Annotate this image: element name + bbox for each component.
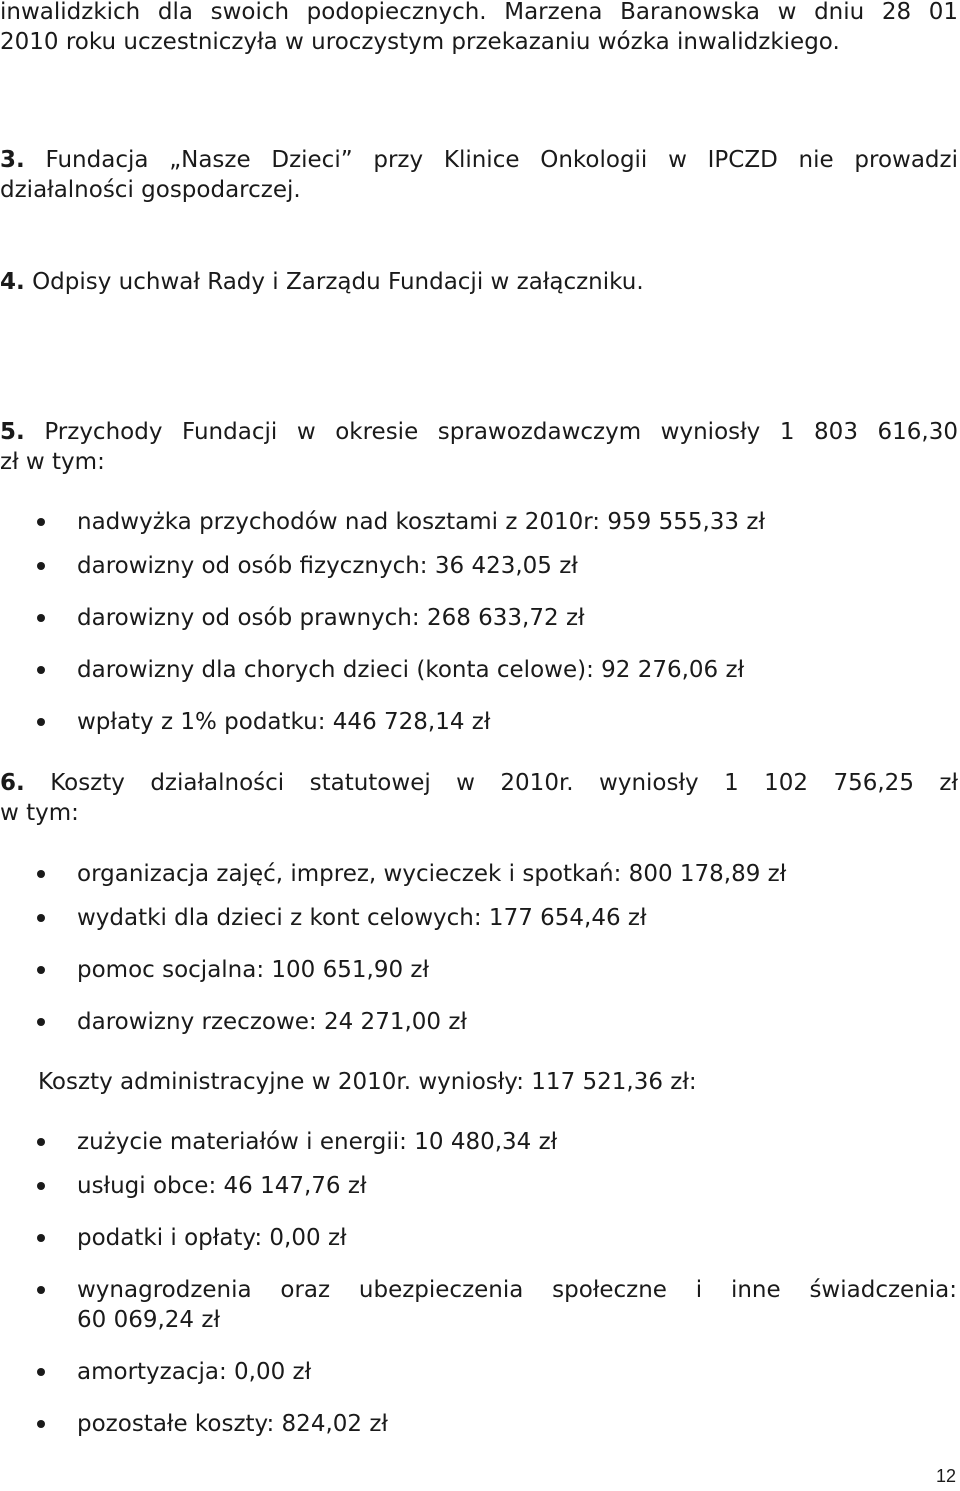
wynagrodzenia-amount: 60 069,24 zł — [77, 1307, 220, 1333]
page-number: 12 — [935, 1466, 956, 1486]
bullet-icon — [37, 1286, 45, 1294]
section-6 — [0, 768, 958, 828]
bullet-icon — [37, 1018, 45, 1026]
bullet-icon — [37, 1182, 45, 1190]
bullet-icon — [37, 1234, 45, 1242]
bullet-icon — [37, 562, 45, 570]
wynagrodzenia-line: wynagrodzenia oraz ubezpieczenia społeczne i inne świadczenia: — [77, 1277, 957, 1303]
section-5-line-2: zł w tym: — [0, 449, 105, 475]
section-5 — [0, 417, 958, 477]
bullet-icon — [37, 1138, 45, 1146]
section-6-line-2: w tym: — [0, 800, 79, 826]
bullet-icon — [37, 718, 45, 726]
bullet-icon — [37, 518, 45, 526]
section-3-line-1: 3. Fundacja „Nasze Dzieci” przy Klinice Onkologii w IPCZD nie prowadzi — [0, 147, 958, 173]
section-6-line-1: 6. Koszty działalności statutowej w 2010r. wyniosły 1 102 756,25 zł — [0, 770, 958, 796]
intro-paragraph — [0, 0, 958, 57]
bullet-icon — [37, 1420, 45, 1428]
bullet-icon — [37, 666, 45, 674]
bullet-icon — [37, 1368, 45, 1376]
section-5-line-1: 5. Przychody Fundacji w okresie sprawozdawczym wyniosły 1 803 616,30 — [0, 419, 958, 445]
section-3-line-2: działalności gospodarczej. — [0, 177, 301, 203]
intro-line-1: inwalidzkich dla swoich podopiecznych. Marzena Baranowska w dniu 28 01 — [0, 0, 958, 25]
bullet-icon — [37, 870, 45, 878]
bullet-icon — [37, 966, 45, 974]
bullet-icon — [37, 914, 45, 922]
section-4 — [0, 267, 958, 297]
section-4-text: Odpisy uchwał Rady i Zarządu Fundacji w załączniku. — [32, 269, 644, 295]
list-item-wrapped-text — [77, 1275, 957, 1305]
section-3 — [0, 145, 958, 205]
bullet-icon — [37, 614, 45, 622]
section-4-number: 4. — [0, 269, 25, 295]
section-5-number: 5. — [0, 419, 25, 445]
section-6-number: 6. — [0, 770, 25, 796]
section-3-number: 3. — [0, 147, 25, 173]
intro-line-2: 2010 roku uczestniczyła w uroczystym przekazaniu wózka inwalidzkiego. — [0, 29, 840, 55]
admin-costs-heading: Koszty administracyjne w 2010r. wyniosły: 117 521,36 zł: — [38, 1069, 697, 1095]
